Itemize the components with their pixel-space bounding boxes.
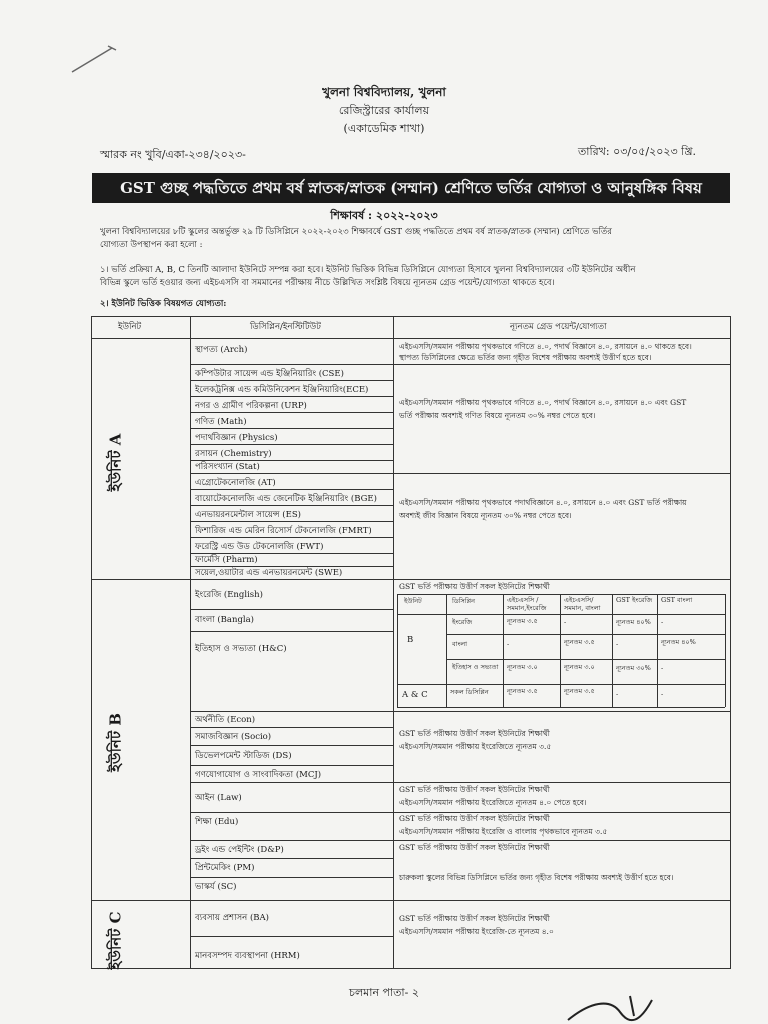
- sub-row-4-gst-en: -: [616, 690, 619, 698]
- discipline-at: এগ্রোটেকনোলজি (AT): [195, 478, 276, 488]
- sub-unit-ac: A & C: [402, 690, 428, 700]
- unit-a-label: ইউনিট A: [106, 433, 125, 492]
- unit-b-label: ইউনিট B: [106, 713, 125, 772]
- sub-row-1-hsc-en: ন্যূনতম ৩.৫: [507, 617, 538, 625]
- continued-page-note: চলমান পাতা- ২: [349, 986, 419, 999]
- discipline-ba: ব্যবসায় প্রশাসন (BA): [195, 913, 269, 923]
- sub-row-2-gst-en: -: [616, 640, 619, 648]
- sub-header-discipline: ডিসিপ্লিন: [452, 597, 475, 605]
- discipline-fwt: ফরেস্ট্রি এন্ড উড টেকনোলজি (FWT): [195, 542, 324, 552]
- discipline-ece: ইলেকট্রনিক্স এন্ড কমিউনিকেশন ইঞ্জিনিয়ারিং(ECE): [195, 385, 369, 395]
- req-lang-head: GST ভর্তি পরীক্ষায় উত্তীর্ণ সকল ইউনিটের শিক্ষার্থী: [399, 582, 550, 591]
- session-label: শিক্ষাবর্ষ : ২০২২-২০২৩: [330, 209, 438, 222]
- discipline-stat: পরিসংখ্যান (Stat): [195, 462, 260, 472]
- discipline-math: গণিত (Math): [195, 417, 247, 427]
- req-finearts-line-2: চারুকলা স্কুলের বিভিন্ন ডিসিপ্লিনে ভর্তির জন্য গৃহীত বিশেষ পরীক্ষায় অবশ্যই উত্তীর্ণ হতে হবে।: [399, 873, 674, 882]
- req-bio-group-line-1: এইচএসসি/সমমান পরীক্ষায় পৃথকভাবে পদার্থবিজ্ঞানে ৪.০, রসায়নে ৪.০ এবং GST ভর্তি পরীক্ষায়: [399, 498, 687, 507]
- col-header-unit: ইউনিট: [118, 322, 142, 332]
- discipline-socio: সমাজবিজ্ঞান (Socio): [195, 732, 272, 742]
- req-edu-line-2: এইচএসসি/সমমান পরীক্ষায় ইংরেজি ও বাংলায় পৃথকভাবে ন্যূনতম ৩.৫: [399, 827, 608, 836]
- unit-c-label: ইউনিট C: [106, 911, 125, 970]
- point-2: ২। ইউনিট ভিত্তিক বিষয়গত যোগ্যতা:: [100, 299, 227, 309]
- sub-row-3-hsc-en: ন্যূনতম ৩.০: [507, 663, 538, 671]
- signature-mark: [560, 992, 670, 1024]
- col-header-discipline: ডিসিপ্লিন/ইনস্টিটিউট: [250, 322, 321, 332]
- point-1-line-2: বিভিন্ন স্কুলে ভর্তি হওয়ার জন্য এইচএসসি বা সমমানের পরীক্ষায় নীচে উল্লিখিত সংশ্লিষ্ট বিষয়ে ন্যূনতম গ্রেড পয়েন্ট/যোগ্যতা থাকতে হবে।: [100, 278, 555, 288]
- discipline-edu: শিক্ষা (Edu): [195, 817, 239, 827]
- req-social-line-2: এইচএসসি/সমমান পরীক্ষায় ইংরেজিতে ন্যূনতম ৩.৫: [399, 742, 552, 751]
- discipline-bge: বায়োটেকনোলজি এন্ড জেনেটিক ইঞ্জিনিয়ারিং (BGE): [195, 494, 377, 504]
- sub-row-2-hsc-bn: ন্যূনতম ৩.৫: [564, 638, 595, 646]
- page-title: GST গুচ্ছ পদ্ধতিতে প্রথম বর্ষ স্নাতক/স্নাতক (সম্মান) শ্রেণিতে ভর্তির যোগ্যতা ও আনুষঙ্গিক বিষয়: [92, 173, 730, 203]
- col-header-requirement: ন্যূনতম গ্রেড পয়েন্ট/যোগ্যতা: [510, 322, 607, 332]
- sub-row-1-hsc-bn: -: [564, 618, 567, 626]
- req-cse-group-line-2: ভর্তি পরীক্ষায় অবশ্যই গণিত বিষয়ে ন্যূনতম ৩০% নম্বর পেতে হবে।: [399, 411, 596, 420]
- sub-row-4-hsc-bn: ন্যূনতম ৩.৫: [564, 687, 595, 695]
- sub-header-hsc-bangla: এইচএসসি/ সমমান, বাংলা: [564, 596, 601, 612]
- discipline-hrm: মানবসম্পদ ব্যবস্থাপনা (HRM): [195, 951, 300, 961]
- discipline-chemistry: রসায়ন (Chemistry): [195, 449, 272, 459]
- intro-line-1: খুলনা বিশ্ববিদ্যালয়ের ৮টি স্কুলের অন্তর্ভুক্ত ২৯ টি ডিসিপ্লিনে ২০২২-২০২৩ শিক্ষাবর্ষে GST গুচ্ছ পদ্ধতিতে প্রথম বর্ষ স্নাতক/স্নাতক (সম্মান) শ্রেণিতে ভর্তির: [100, 227, 612, 237]
- sub-row-3-gst-bn: -: [661, 664, 664, 672]
- sub-header-unit: ইউনিট: [404, 597, 422, 605]
- sub-row-3-gst-en: ন্যূনতম ৩০%: [616, 664, 651, 672]
- sub-header-gst-english: GST ইংরেজি: [616, 596, 653, 604]
- discipline-dp: ড্রইং এন্ড পেইন্টিং (D&P): [195, 845, 284, 855]
- discipline-arch: স্থাপত্য (Arch): [195, 345, 248, 355]
- sub-row-4-gst-bn: -: [661, 690, 664, 698]
- memo-number: স্মারক নং খুবি/একা-২৩৪/২০২৩-: [100, 148, 246, 161]
- university-name: খুলনা বিশ্ববিদ্যালয়, খুলনা: [322, 85, 446, 99]
- discipline-es: এনভায়রনমেন্টাল সায়েন্স (ES): [195, 510, 301, 520]
- sub-row-1-discipline: ইংরেজি: [452, 618, 473, 626]
- req-cse-group-line-1: এইচএসসি/সমমান পরীক্ষায় পৃথকভাবে গণিতে ৪.০, পদার্থ বিজ্ঞানে ৪.০, রসায়নে ৪.০ এবং GST: [399, 398, 687, 407]
- req-edu-line-1: GST ভর্তি পরীক্ষায় উত্তীর্ণ সকল ইউনিটের শিক্ষার্থী: [399, 814, 550, 823]
- discipline-urp: নগর ও গ্রামীণ পরিকল্পনা (URP): [195, 401, 307, 411]
- sub-unit-b: B: [407, 635, 414, 645]
- sub-row-1-gst-bn: -: [661, 618, 664, 626]
- req-unit-c-line-2: এইচএসসি/সমমান পরীক্ষায় ইংরেজি-তে ন্যূনতম ৪.০: [399, 927, 554, 936]
- sub-row-2-discipline: বাংলা: [452, 640, 468, 648]
- req-arch-line-1: এইচএসসি/সমমান পরীক্ষায় পৃথকভাবে গণিতে ৪.০, পদার্থ বিজ্ঞানে ৪.০, রসায়নে ৪.০ থাকতে হবে।: [399, 342, 692, 351]
- office-name: রেজিস্ট্রারের কার্যালয়: [338, 104, 430, 117]
- discipline-english: ইংরেজি (English): [195, 590, 263, 600]
- discipline-ds: ডিভেলপমেন্ট স্টাডিজ (DS): [195, 751, 292, 761]
- req-bio-group-line-2: অবশ্যই জীব বিজ্ঞান বিষয়ে ন্যূনতম ৩০% নম্বর পেতে হবে।: [399, 511, 572, 520]
- discipline-mcj: গণযোগাযোগ ও সাংবাদিকতা (MCJ): [195, 770, 322, 780]
- sub-header-gst-bangla: GST বাংলা: [661, 596, 693, 604]
- sub-row-4-discipline: সকল ডিসিপ্লিন: [450, 688, 489, 696]
- discipline-pm: প্রিন্টমেকিং (PM): [195, 863, 255, 873]
- req-finearts-line-1: GST ভর্তি পরীক্ষায় উত্তীর্ণ সকল ইউনিটের শিক্ষার্থী: [399, 843, 550, 852]
- req-law-line-2: এইচএসসি/সমমান পরীক্ষায় ইংরেজিতে ন্যূনতম ৪.০ পেতে হবে।: [399, 798, 587, 807]
- sub-header-hsc-english: এইচএসসি / সমমান,ইংরেজি: [507, 596, 547, 612]
- req-social-line-1: GST ভর্তি পরীক্ষায় উত্তীর্ণ সকল ইউনিটের শিক্ষার্থী: [399, 729, 550, 738]
- discipline-law: আইন (Law): [195, 793, 242, 803]
- discipline-sc: ভাস্কর্য (SC): [195, 882, 237, 892]
- discipline-physics: পদার্থবিজ্ঞান (Physics): [195, 433, 278, 443]
- sub-row-3-hsc-bn: ন্যূনতম ৩.০: [564, 663, 595, 671]
- branch-name: (একাডেমিক শাখা): [343, 122, 425, 135]
- sub-row-1-gst-en: ন্যূনতম ৪০%: [616, 618, 651, 626]
- req-law-line-1: GST ভর্তি পরীক্ষায় উত্তীর্ণ সকল ইউনিটের শিক্ষার্থী: [399, 785, 550, 794]
- sub-row-3-discipline: ইতিহাস ও সভ্যতা: [452, 663, 499, 671]
- sub-row-4-hsc-en: ন্যূনতম ৩.৫: [507, 687, 538, 695]
- discipline-cse: কম্পিউটার সায়েন্স এন্ড ইঞ্জিনিয়ারিং (CSE): [195, 369, 344, 379]
- intro-line-2: যোগ্যতা উপস্থাপন করা হলো :: [100, 240, 203, 250]
- discipline-bangla: বাংলা (Bangla): [195, 615, 255, 625]
- discipline-hc: ইতিহাস ও সভ্যতা (H&C): [195, 644, 287, 654]
- sub-row-2-hsc-en: -: [507, 640, 510, 648]
- pen-mark: [60, 40, 120, 80]
- point-1-line-1: ১। ভর্তি প্রক্রিয়া A, B, C তিনটি আলাদা ইউনিটে সম্পন্ন করা হবে। ইউনিট ভিত্তিক বিভিন্ন ডিসিপ্লিনে যোগ্যতা হিসাবে খুলনা বিশ্ববিদ্যালয়ের ৩টি ইউনিটের অধীন: [100, 265, 636, 275]
- discipline-pharm: ফার্মেসি (Pharm): [195, 555, 258, 565]
- discipline-econ: অর্থনীতি (Econ): [195, 715, 256, 725]
- req-unit-c-line-1: GST ভর্তি পরীক্ষায় উত্তীর্ণ সকল ইউনিটের শিক্ষার্থী: [399, 914, 550, 923]
- discipline-fmrt: ফিশারিজ এন্ড মেরিন রিসোর্স টেকনোলজি (FMRT): [195, 526, 372, 536]
- discipline-swe: সয়েল,ওয়াটার এন্ড এনভায়রনমেন্ট (SWE): [195, 568, 343, 578]
- sub-row-2-gst-bn: ন্যূনতম ৪০%: [661, 638, 696, 646]
- memo-date: তারিখ: ০৩/০৫/২০২৩ খ্রি.: [578, 145, 697, 158]
- req-arch-line-2: স্থাপত্য ডিসিপ্লিনের ক্ষেত্রে ভর্তির জন্য গৃহীত বিশেষ পরীক্ষায় অবশ্যই উত্তীর্ণ হতে হবে।: [399, 353, 652, 362]
